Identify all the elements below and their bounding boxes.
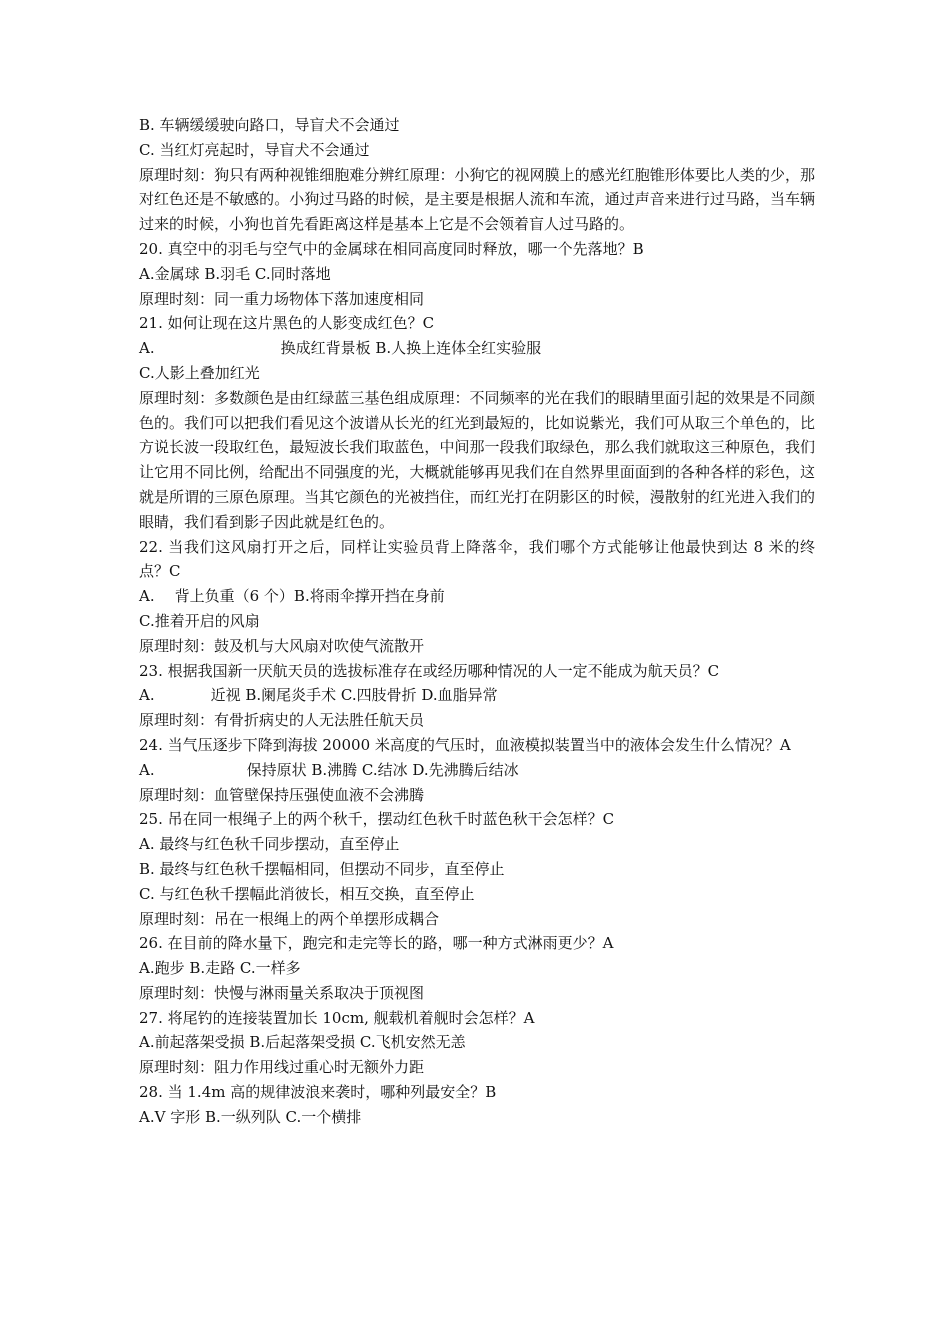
document-body	[139, 113, 815, 1130]
options-22-c: C.推着开启的风扇	[139, 611, 260, 630]
principle-26: 原理时刻：快慢与淋雨量关系取决于顶视图	[139, 983, 425, 1002]
options-21-c: C.人影上叠加红光	[139, 363, 260, 382]
options-23	[139, 683, 815, 708]
option-label: A.	[139, 339, 155, 358]
question-24: 24. 当气压逐步下降到海拔 20000 米高度的气压时，血液模拟装置当中的液体会发生什么情况？A	[139, 735, 791, 754]
options-20: A.金属球 B.羽毛 C.同时落地	[139, 264, 331, 283]
options-21-ab	[139, 336, 815, 361]
options-28: A.V 字形 B.一纵列队 C.一个横排	[139, 1107, 362, 1126]
question-26: 26. 在目前的降水量下，跑完和走完等长的路，哪一种方式淋雨更少？A	[139, 934, 614, 953]
principle-paragraph-19: 原理时刻：狗只有两种视锥细胞难分辨红原理：小狗它的视网膜上的感光红胞锥形体要比人类的少，那对红色还是不敏感的。小狗过马路的时候，是主要是根据人流和车流，通过声音来进行过马路，当车辆过来的时候，小狗也首先看距离这样是基本上它是不会领着盲人过马路的。	[139, 165, 815, 234]
principle-22: 原理时刻：鼓及机与大风扇对吹使气流散开	[139, 636, 425, 655]
option-label: A.	[139, 760, 155, 779]
question-27: 27. 将尾钓的连接装置加长 10cm, 舰载机着舰时会怎样？A	[139, 1008, 535, 1027]
principle-24: 原理时刻：血管壁保持压强使血液不会沸腾	[139, 785, 425, 804]
option-25-a: A. 最终与红色秋千同步摆动，直至停止	[139, 835, 400, 854]
option-c-line: C. 当红灯亮起时，导盲犬不会通过	[139, 140, 370, 159]
principle-paragraph-21: 原理时刻：多数颜色是由红绿蓝三基色组成原理：不同频率的光在我们的眼睛里面引起的效果是不同颜色的。我们可以把我们看见这个波谱从长光的红光到最短的，比如说紫光，我们可从取三个单色的，比方说长波一段取红色，最短波长我们取蓝色，中间那一段我们取绿色，那么我们就取这三种原色，我们让它用不同比例，给配出不同强度的光，大概就能够再见我们在自然界里面面到的各种各样的彩色，这就是所谓的三原色原理。当其它颜色的光被挡住，而红光打在阴影区的时候，漫散射的红光进入我们的眼睛，我们看到影子因此就是红色的。	[139, 388, 815, 531]
question-22: 22. 当我们这风扇打开之后，同样让实验员背上降落伞，我们哪个方式能够让他最快到达 8 米的终点？C	[139, 537, 815, 581]
option-label: A.	[139, 587, 155, 606]
question-20: 20. 真空中的羽毛与空气中的金属球在相同高度同时释放，哪一个先落地？B	[139, 239, 644, 258]
options-24	[139, 758, 815, 783]
question-28: 28. 当 1.4m 高的规律波浪来袭时，哪种列最安全？B	[139, 1083, 497, 1102]
option-label: A.	[139, 686, 155, 705]
option-25-b: B. 最终与红色秋千摆幅相同，但摆动不同步，直至停止	[139, 859, 505, 878]
question-21: 21. 如何让现在这片黑色的人影变成红色？C	[139, 314, 435, 333]
options-22-ab	[139, 584, 815, 609]
question-23: 23. 根据我国新一厌航天员的选拔标准存在或经历哪种情况的人一定不能成为航天员？C	[139, 661, 720, 680]
question-25: 25. 吊在同一根绳子上的两个秋千，摆动红色秋千时蓝色秋干会怎样？C	[139, 810, 615, 829]
principle-23: 原理时刻：有骨折病史的人无法胜任航天员	[139, 711, 425, 730]
option-25-c: C. 与红色秋千摆幅此消彼长，相互交换，直至停止	[139, 884, 475, 903]
option-b-line: B. 车辆缓缓驶向路口，导盲犬不会通过	[139, 116, 400, 134]
principle-27: 原理时刻：阻力作用线过重心时无额外力距	[139, 1058, 425, 1077]
option-text: 背上负重（6 个）B.将雨伞撑开挡在身前	[174, 587, 445, 606]
option-text: 换成红背景板 B.人换上连体全红实验服	[280, 339, 542, 358]
option-text: 近视 B.阑尾炎手术 C.四肢骨折 D.血脂异常	[210, 686, 498, 705]
principle-20: 原理时刻：同一重力场物体下落加速度相同	[139, 289, 425, 308]
options-27: A.前起落架受损 B.后起落架受损 C.飞机安然无恙	[139, 1033, 466, 1052]
options-26: A.跑步 B.走路 C.一样多	[139, 959, 301, 978]
principle-25: 原理时刻：吊在一根绳上的两个单摆形成耦合	[139, 909, 440, 928]
option-text: 保持原状 B.沸腾 C.结冰 D.先沸腾后结冰	[246, 760, 519, 779]
